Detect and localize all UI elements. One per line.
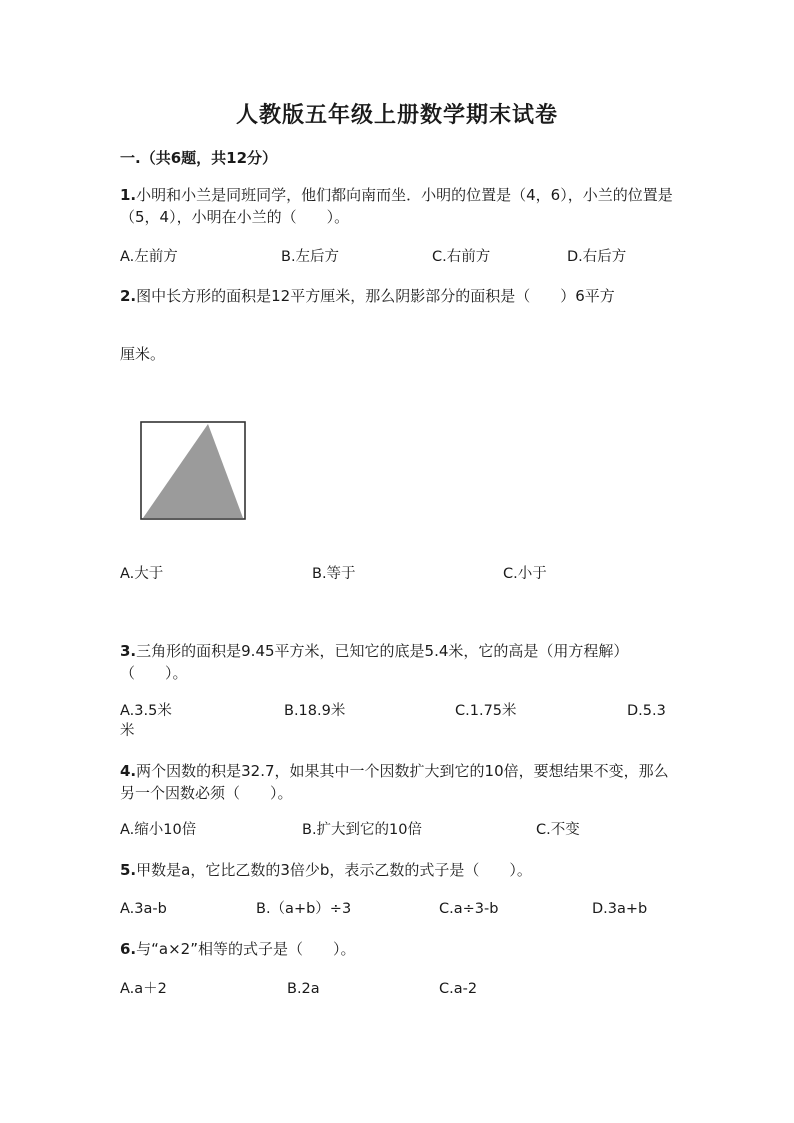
option-5b[interactable]: B.（a+b）÷3 — [256, 901, 352, 917]
question-1 — [120, 184, 680, 228]
question-number: 2. — [120, 287, 137, 305]
question-text: 甲数是a，它比乙数的3倍少b，表示乙数的式子是（ ）。 — [136, 861, 532, 879]
option-2b[interactable]: B.等于 — [312, 566, 356, 582]
option-5a[interactable]: A.3a-b — [120, 901, 167, 917]
question-text: 图中长方形的面积是12平方厘米，那么阴影部分的面积是（ ）6平方 — [136, 287, 615, 305]
question-number: 1. — [120, 186, 137, 204]
option-3b[interactable]: B.18.9米 — [284, 703, 346, 719]
option-4b[interactable]: B.扩大到它的10倍 — [302, 822, 423, 838]
option-1c[interactable]: C.右前方 — [432, 249, 491, 265]
option-2a[interactable]: A.大于 — [120, 566, 164, 582]
option-4a[interactable]: A.缩小10倍 — [120, 822, 197, 838]
question-text: 三角形的面积是9.45平方米，已知它的底是5.4米，它的高是（用方程解）（ ）。 — [120, 642, 629, 682]
option-3d-unit: 米 — [120, 723, 135, 739]
rectangle-triangle-figure — [140, 421, 246, 521]
question-3 — [120, 640, 680, 684]
option-1b[interactable]: B.左后方 — [281, 249, 340, 265]
question-6 — [120, 938, 680, 960]
option-6a[interactable]: A.a＋2 — [120, 981, 167, 997]
question-text: 小明和小兰是同班同学，他们都向南而坐．小明的位置是（4，6），小兰的位置是（5，4），小明在小兰的（ ）。 — [120, 186, 673, 226]
section-header: 一.（共6题，共12分） — [120, 149, 278, 167]
option-2c[interactable]: C.小于 — [503, 566, 547, 582]
option-6c[interactable]: C.a-2 — [439, 981, 478, 997]
question-number: 6. — [120, 940, 137, 958]
option-6b[interactable]: B.2a — [287, 981, 320, 997]
option-3a[interactable]: A.3.5米 — [120, 703, 172, 719]
question-number: 5. — [120, 861, 137, 879]
question-number: 3. — [120, 642, 137, 660]
option-5d[interactable]: D.3a+b — [592, 901, 648, 917]
question-text: 两个因数的积是32.7，如果其中一个因数扩大到它的10倍，要想结果不变，那么另一个因数必须（ ）。 — [120, 762, 669, 802]
option-3c[interactable]: C.1.75米 — [455, 703, 517, 719]
option-3d[interactable]: D.5.3 — [627, 703, 666, 719]
option-4c[interactable]: C.不变 — [536, 822, 580, 838]
option-5c[interactable]: C.a÷3-b — [439, 901, 499, 917]
option-1d[interactable]: D.右后方 — [567, 249, 627, 265]
question-text: 与“a×2”相等的式子是（ ）。 — [136, 940, 356, 958]
question-4 — [120, 760, 680, 804]
question-2-continued: 厘米。 — [120, 345, 166, 363]
page-title: 人教版五年级上册数学期末试卷 — [235, 102, 558, 128]
question-5 — [120, 859, 680, 881]
option-1a[interactable]: A.左前方 — [120, 249, 178, 265]
question-2 — [120, 285, 680, 307]
question-number: 4. — [120, 762, 137, 780]
